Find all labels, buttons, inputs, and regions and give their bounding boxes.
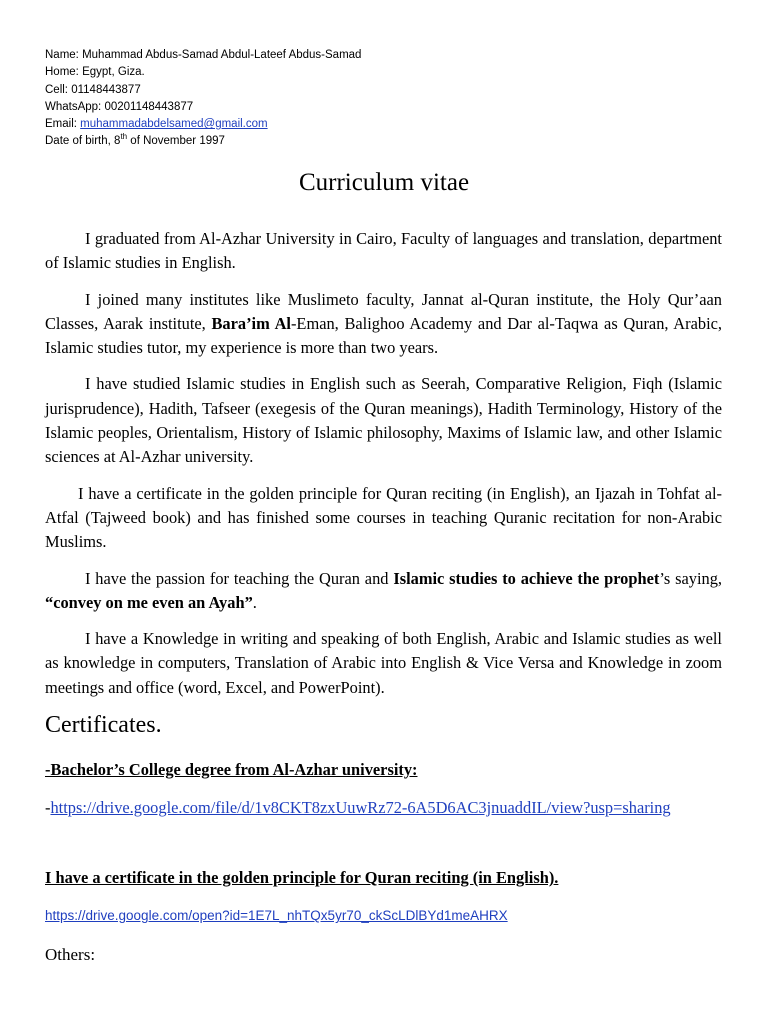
paragraph-passion-bold-a: Islamic studies to achieve the prophet: [393, 568, 660, 588]
paragraph-experience-part-a: I joined many institutes like Muslimeto faculty, Jannat al-Quran institute, the Holy Qur’aan Classes, Aarak institute,: [45, 289, 722, 333]
summary-body: [45, 227, 722, 712]
certificate-bachelor-title: -Bachelor’s College degree from Al-Azhar university:: [45, 760, 418, 779]
certificate-bachelor-link-row: [45, 796, 671, 820]
paragraph-education: I graduated from Al-Azhar University in Cairo, Faculty of languages and translation, department of Islamic studies in English.: [45, 229, 722, 273]
name-value: Muhammad Abdus-Samad Abdul-Lateef Abdus-Samad: [82, 49, 362, 61]
paragraph-passion-part-c: ’s saying,: [659, 568, 722, 588]
whatsapp-value: 00201148443877: [104, 100, 194, 113]
contact-name-row: [45, 47, 361, 64]
certificate-quran-link-row: [45, 903, 508, 928]
paragraph-experience: [45, 288, 722, 361]
contact-home-row: [45, 64, 361, 81]
contact-whatsapp-row: [45, 99, 361, 116]
paragraph-passion-end: .: [252, 592, 257, 612]
certificate-quran-title: I have a certificate in the golden principle for Quran reciting (in English).: [45, 868, 559, 887]
paragraph-experience-bold: Bara’im Al: [211, 313, 291, 333]
paragraph-studies: I have studied Islamic studies in English such as Seerah, Comparative Religion, Fiqh (Islamic jurisprudence), Hadith, Tafseer (exegesis of the Quran meanings), Hadith Terminology, History of the Islamic peoples, Orientalism, History of Islamic philosophy, Maxims of Islamic law, and other Islamic sciences at Al-Azhar university.: [45, 374, 722, 467]
paragraph-skills: I have a Knowledge in writing and speaking of both English, Arabic and Islamic studies as well as knowledge in computers, Translation of Arabic into English & Vice Versa and Knowledge in zoom meetings and office (word, Excel, and PowerPoint).: [45, 629, 722, 697]
whatsapp-label: WhatsApp:: [45, 100, 102, 113]
paragraph-experience-part-c: -Eman, Balighoo Academy and Dar al-Taqwa as Quran, Arabic, Islamic studies tutor, my experience is more than two years.: [45, 313, 722, 358]
certificate-bachelor-link-prefix: -: [45, 798, 51, 817]
email-label: Email:: [45, 118, 77, 131]
dob-prefix: Date of birth, 8: [45, 135, 121, 148]
cell-label: Cell:: [45, 83, 69, 96]
paragraph-passion: [45, 567, 722, 616]
paragraph-certificate: I have a certificate in the golden principle for Quran reciting (in English), an Ijazah in Tohfat al-Atfal (Tajweed book) and has finished some courses in teaching Quranic recitation for non-Arabic Muslims.: [45, 483, 722, 552]
certificates-heading: Certificates.: [45, 712, 162, 738]
page-title: Curriculum vitae: [298, 169, 470, 196]
paragraph-passion-part-a: I have the passion for teaching the Quran and: [85, 568, 394, 588]
contact-block: [45, 47, 361, 151]
cell-value: 01148443877: [71, 83, 141, 96]
contact-email-row: [45, 116, 361, 133]
name-label: Name:: [45, 49, 79, 61]
dob-superscript: th: [120, 132, 128, 142]
contact-dob-row: [45, 133, 361, 150]
paragraph-passion-quote: “convey on me even an Ayah”: [45, 592, 253, 612]
certificate-bachelor-link[interactable]: https://drive.google.com/file/d/1v8CKT8zxUuwRz72-6A5D6AC3jnuaddIL/view?usp=sharing: [50, 798, 671, 817]
home-label: Home:: [45, 66, 79, 79]
email-link[interactable]: muhammadabdelsamed@gmail.com: [80, 118, 268, 131]
contact-cell-row: [45, 82, 361, 99]
home-value: Egypt, Giza.: [82, 66, 145, 79]
certificate-quran-link[interactable]: https://drive.google.com/open?id=1E7L_nhTQx5yr70_ckScLDlBYd1meAHRX: [45, 908, 508, 923]
others-label: Others:: [45, 945, 96, 964]
dob-suffix: of November 1997: [127, 135, 225, 148]
